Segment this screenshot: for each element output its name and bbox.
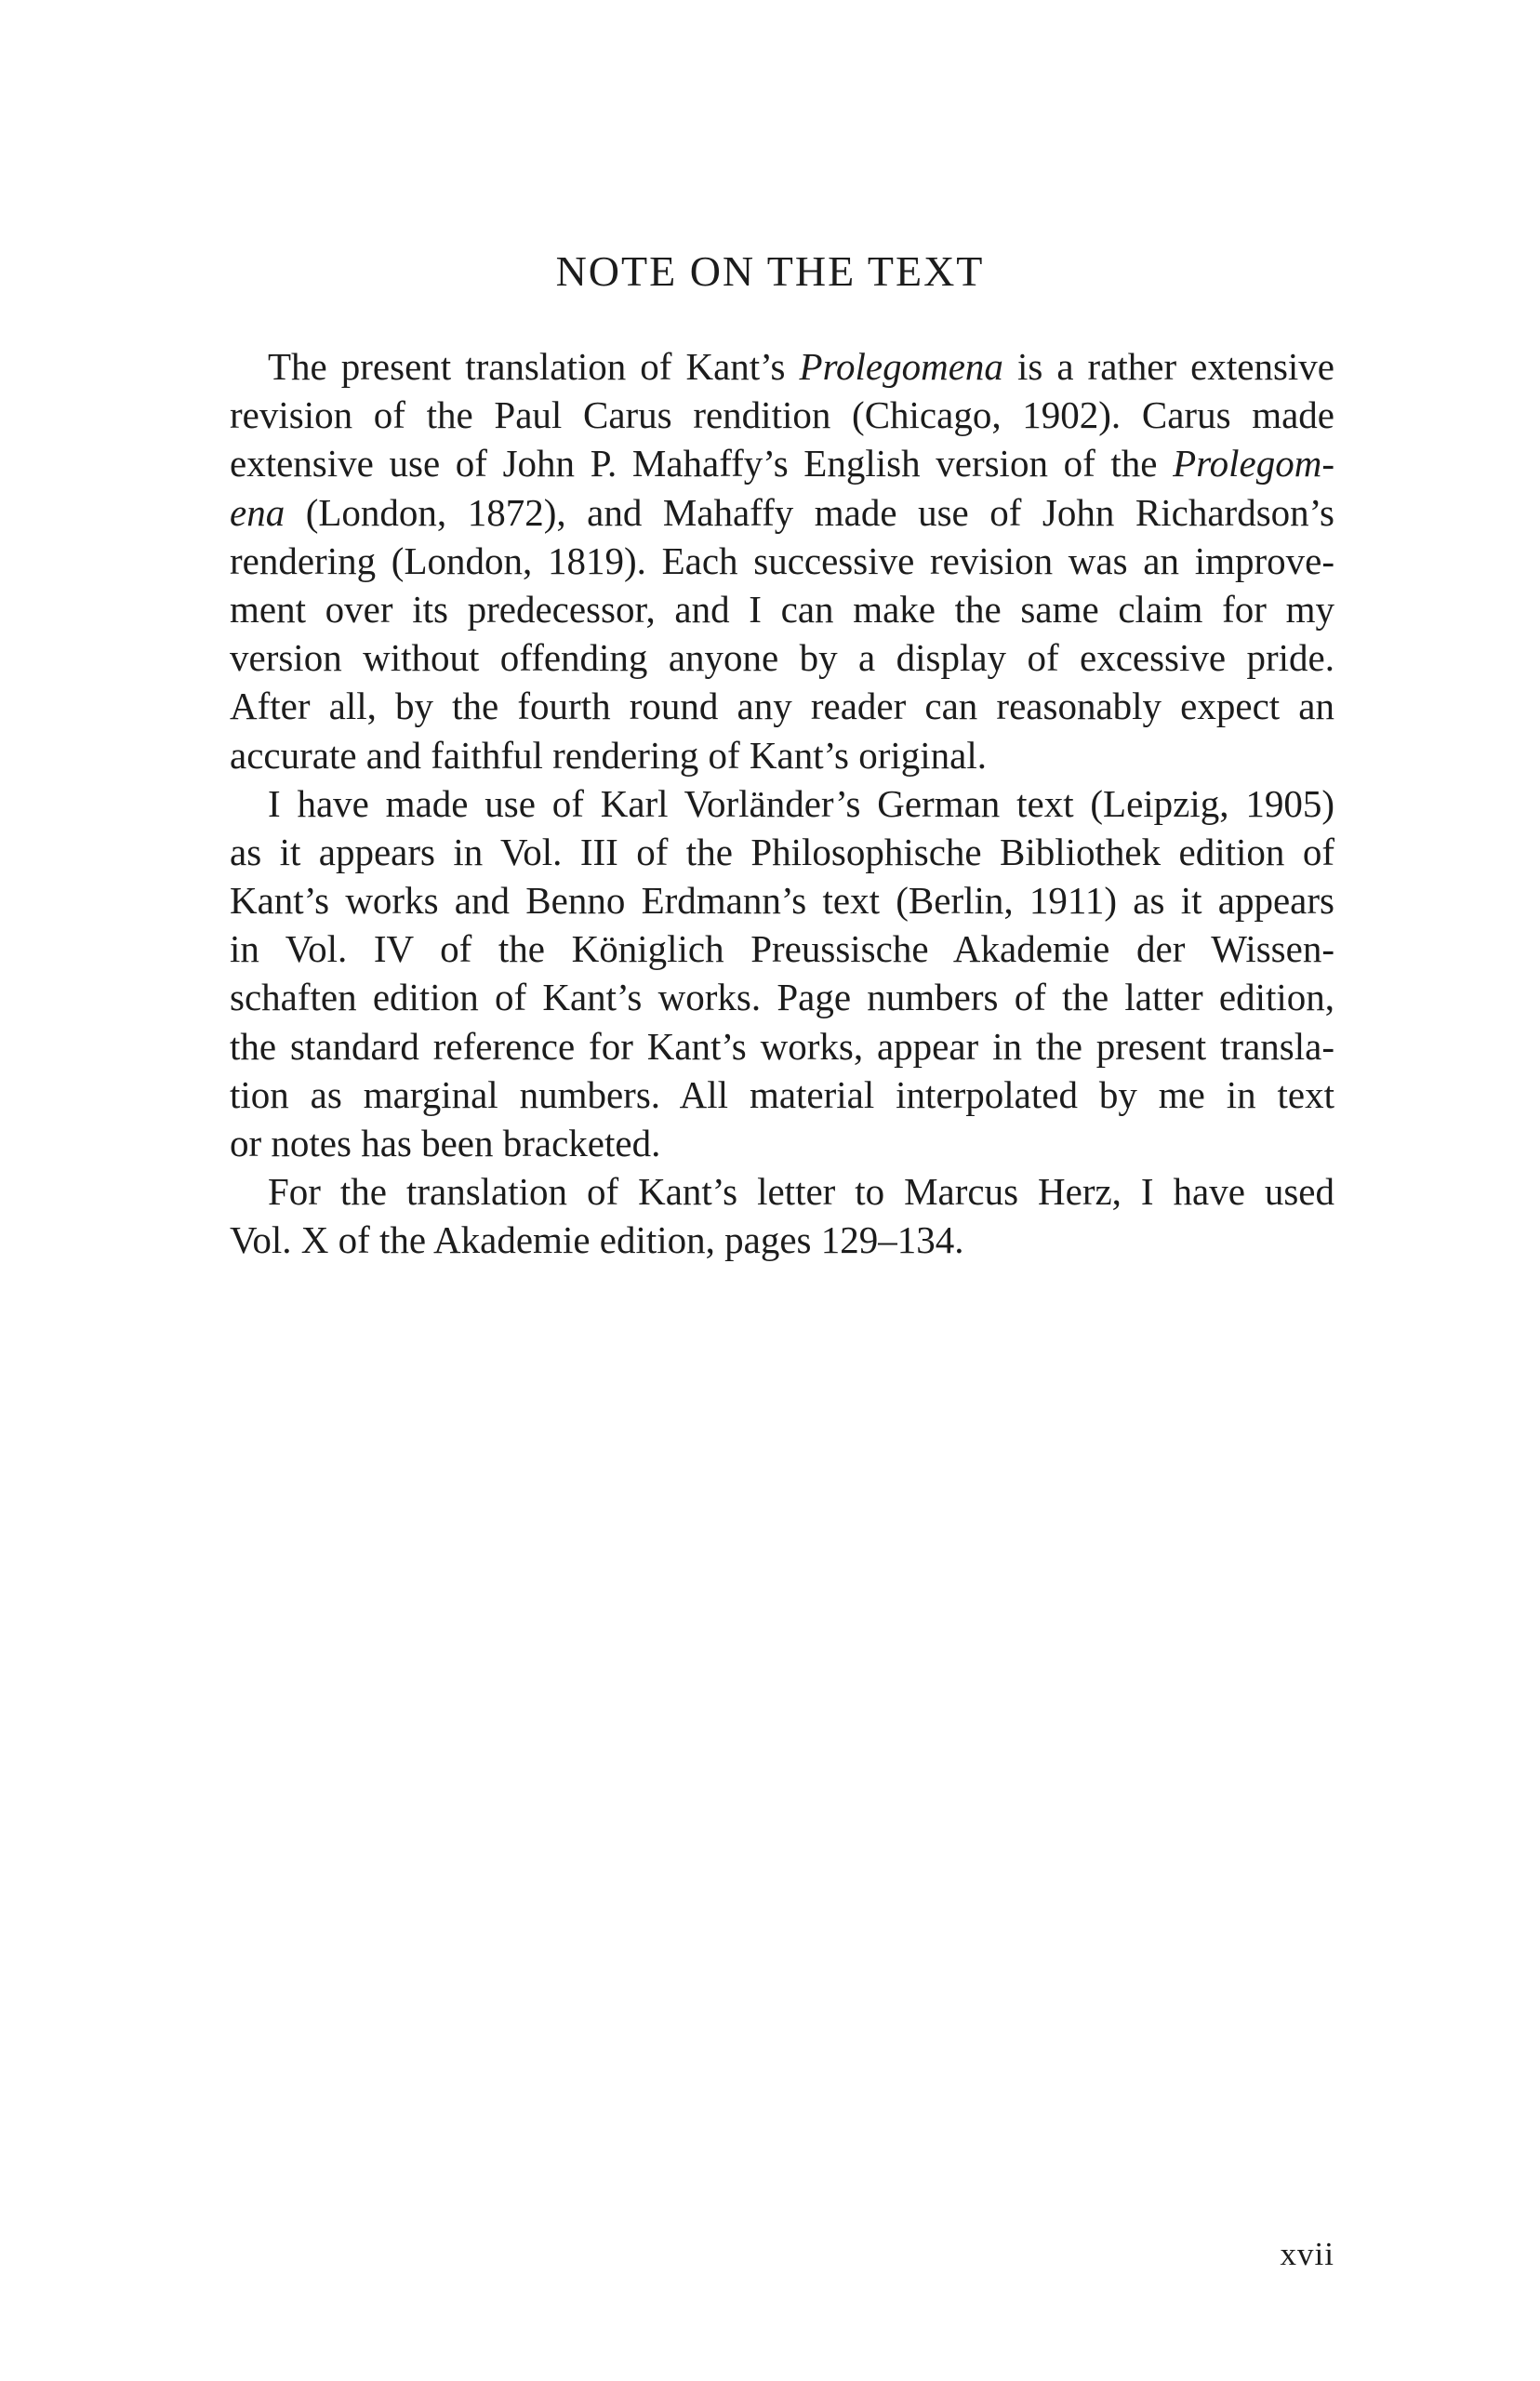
text-line: schaften edition of Kant’s works. Page numbers of the latter edition,	[230, 976, 1334, 1019]
text-line: For the translation of Kant’s letter to Marcus Herz, I have used	[268, 1170, 1334, 1214]
text-line: Kant’s works and Benno Erdmann’s text (Berlin, 1911) as it appears	[230, 879, 1334, 923]
text-line: or notes has been bracketed.	[230, 1122, 661, 1164]
text-line: the standard reference for Kant’s works, appear in the present transla-	[230, 1024, 1334, 1068]
text-line: ment over its predecessor, and I can make the same claim for my	[230, 587, 1334, 631]
text-line: accurate and faithful rendering of Kant’s original.	[230, 733, 987, 777]
book-title-italic: Prolegomena	[799, 345, 1003, 388]
book-title-italic: ena	[230, 490, 285, 534]
text-line: After all, by the fourth round any reader can reasonably expect an	[230, 685, 1334, 728]
text-line: in Vol. IV of the Königlich Preussische Akademie der Wissen-	[230, 927, 1334, 971]
text-line: The present translation of Kant’s Prolegomena is a rather extensive	[268, 345, 1334, 388]
paragraph-1	[230, 342, 1334, 779]
page-number: xvii	[1280, 2236, 1334, 2272]
text-line: as it appears in Vol. III of the Philosophische Bibliothek edition of	[230, 830, 1334, 873]
text-line: ena (London, 1872), and Mahaffy made use of John Richardson’s	[230, 490, 1334, 534]
text-line: extensive use of John P. Mahaffy’s English version of the Prolegom-	[230, 442, 1334, 486]
text-line: version without offending anyone by a display of excessive pride.	[230, 636, 1334, 680]
paragraph-2	[230, 779, 1334, 1168]
text-line: tion as marginal numbers. All material interpolated by me in text	[230, 1072, 1334, 1116]
text-line: rendering (London, 1819). Each successive revision was an improve-	[230, 539, 1334, 582]
text-line: revision of the Paul Carus rendition (Chicago, 1902). Carus made	[230, 393, 1334, 437]
text-line: Vol. X of the Akademie edition, pages 129–134.	[230, 1218, 964, 1262]
book-title-italic: Prolegom-	[1173, 442, 1334, 486]
chapter-heading: NOTE ON THE TEXT	[555, 247, 985, 295]
body-text	[230, 342, 1334, 1265]
paragraph-3	[230, 1167, 1334, 1264]
text-line: I have made use of Karl Vorländer’s German text (Leipzig, 1905)	[268, 781, 1334, 825]
